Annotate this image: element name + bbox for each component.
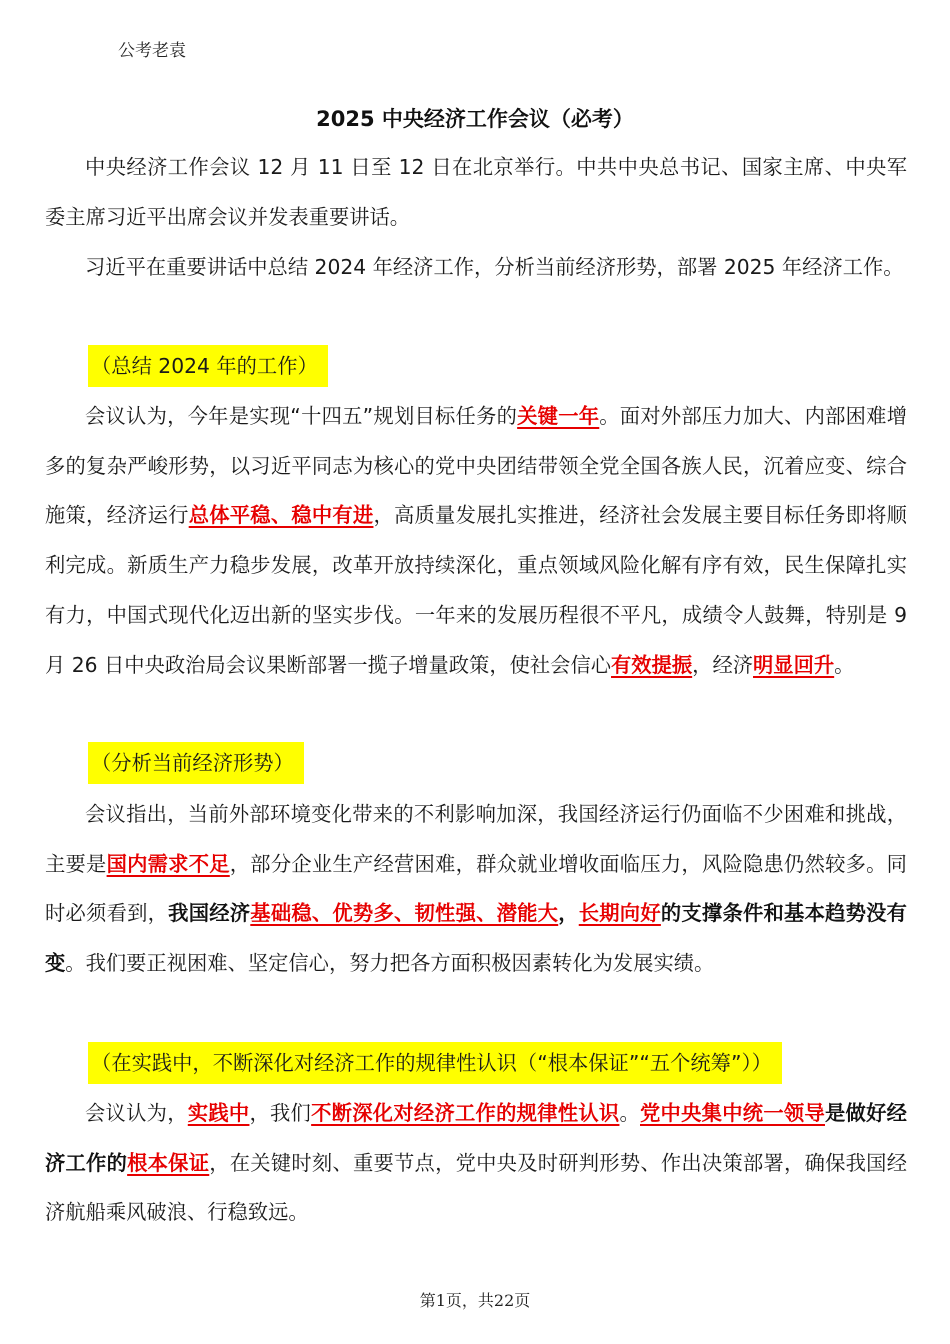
paragraph-text: ，高质量发展扎实推进，经济社会发展主要目标任务即将顺利完成。新质生产力稳步发展，改革开放持续深化，重点领域风险化解有序有效，民生保障扎实有力，中国式现代化迈出新的坚实步伐。一年来的发展历程很不平凡，成绩令人鼓舞，特别是 9 月 26 日中央政治局会议果断部署一揽子增量政策，使社会信心 (45, 503, 907, 677)
paragraph-text: 。我们要正视困难、坚定信心，努力把各方面积极因素转化为发展实绩。 (65, 951, 715, 976)
paragraph-text: ，我们 (249, 1101, 312, 1125)
highlight-key-year: 关键一年 (517, 404, 600, 428)
paragraph-text: 会议认为，今年是实现“十四五”规划目标任务的 (85, 404, 518, 428)
page-title: 2025 中央经济工作会议（必考） (316, 107, 634, 131)
paragraph-text: ，经济 (692, 652, 754, 677)
paragraph-practice-understanding (45, 1089, 907, 1238)
highlight-economy-rebound: 明显回升 (753, 652, 835, 677)
section-heading-summary-2024: （总结 2024 年的工作） (88, 345, 328, 387)
paragraph-text: 。面对外部压力加大、内部困难增多的复杂严峻形势，以习近平同志为核心的党中央团结带领全党全国各族人民，沉着应变、综合施策，经济运行 (45, 404, 907, 528)
highlight-long-term-positive: 长期向好 (578, 901, 661, 926)
paragraph-text: 习近平在重要讲话中总结 2024 年经济工作，分析当前经济形势，部署 2025 年经济工作。 (85, 255, 904, 279)
section-heading-current-situation: （分析当前经济形势） (88, 742, 304, 784)
paragraph-current-situation (45, 790, 907, 989)
highlight-insufficient-demand: 国内需求不足 (106, 851, 230, 876)
paragraph-text: ，在关键时刻、重要节点，党中央及时研判形势、作出决策部署，确保我国经济航船乘风破浪、行稳致远。 (45, 1150, 907, 1225)
paragraph-text: 会议认为， (85, 1101, 188, 1125)
paragraph-text: 。 (619, 1101, 640, 1125)
highlight-regularity-understanding: 不断深化对经济工作的规律性认识 (311, 1101, 620, 1125)
bold-text: 是做好经济工作的 (45, 1101, 907, 1175)
paragraph-summary (45, 243, 907, 293)
header-note: 公考老袁 (118, 41, 186, 61)
highlight-fundamental-guarantee: 根本保证 (127, 1150, 210, 1175)
bold-text: 我国经济 (168, 901, 251, 926)
highlight-economy-strengths: 基础稳、优势多、韧性强、潜能大 (250, 901, 559, 926)
bold-text: 的支撑条件和基本趋势没有变 (45, 901, 907, 976)
highlight-in-practice: 实践中 (187, 1101, 250, 1125)
paragraph-text: 会议指出，当前外部环境变化带来的不利影响加深，我国经济运行仍面临不少困难和挑战，主要是 (45, 802, 907, 876)
paragraph-text: 。 (834, 652, 855, 677)
paragraph-text: ，部分企业生产经营困难，群众就业增收面临压力，风险隐患仍然较多。同时必须看到， (45, 851, 907, 926)
paragraph-meeting-review (45, 392, 907, 690)
highlight-stable-progress: 总体平稳、稳中有进 (188, 503, 374, 528)
highlight-centralized-leadership: 党中央集中统一领导 (640, 1101, 825, 1125)
paragraph-intro (45, 143, 907, 242)
section-heading-practice-understanding: （在实践中，不断深化对经济工作的规律性认识（“根本保证”“五个统筹”）） (88, 1042, 782, 1084)
paragraph-text: 中央经济工作会议 12 月 11 日至 12 日在北京举行。中共中央总书记、国家主席、中央军委主席习近平出席会议并发表重要讲话。 (45, 155, 907, 229)
bold-text: ， (558, 901, 579, 926)
page-footer: 第1页，共22页 (419, 1291, 531, 1310)
highlight-confidence-boost: 有效提振 (611, 652, 693, 677)
